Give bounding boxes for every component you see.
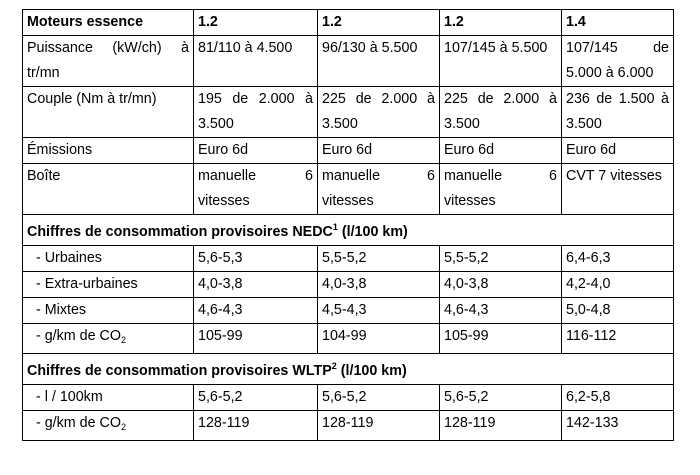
wltp-title-text: Chiffres de consommation provisoires WLTP	[27, 363, 332, 379]
table-cell: 105-99	[194, 324, 318, 354]
row-label-puissance: Puissance (kW/ch) à tr/mn	[23, 36, 194, 87]
table-cell: 4,0-3,8	[318, 272, 440, 298]
table-cell: 96/130 à 5.500	[318, 36, 440, 87]
header-row	[23, 10, 674, 36]
table-cell: 5,6-5,2	[440, 385, 562, 411]
table-cell: manuelle 6 vitesses	[194, 164, 318, 215]
table-row	[23, 411, 674, 441]
table-cell: Euro 6d	[562, 138, 674, 164]
table-cell: 4,6-4,3	[194, 298, 318, 324]
table-row	[23, 87, 674, 138]
row-label-l100: - l / 100km	[23, 385, 194, 411]
table-cell: 5,0-4,8	[562, 298, 674, 324]
co2-label-text: - g/km de CO	[36, 415, 122, 431]
table-cell: 128-119	[318, 411, 440, 441]
table-cell: 225 de 2.000 à 3.500	[318, 87, 440, 138]
table-cell: 105-99	[440, 324, 562, 354]
table-cell: 225 de 2.000 à 3.500	[440, 87, 562, 138]
table-cell: 5,6-5,2	[194, 385, 318, 411]
row-label-mixtes: - Mixtes	[23, 298, 194, 324]
nedc-unit: (l/100 km)	[337, 224, 408, 240]
engine-4-header: 1.4	[562, 10, 674, 36]
table-cell: 81/110 à 4.500	[194, 36, 318, 87]
table-cell: Euro 6d	[440, 138, 562, 164]
row-label-emissions: Émissions	[23, 138, 194, 164]
table-row	[23, 246, 674, 272]
table-cell: 142-133	[562, 411, 674, 441]
table-cell: 6,2-5,8	[562, 385, 674, 411]
wltp-section-title	[23, 354, 674, 385]
table-row	[23, 272, 674, 298]
wltp-section-header	[23, 354, 674, 385]
row-label-co2-wltp	[23, 411, 194, 441]
co2-subscript: 2	[121, 422, 127, 432]
nedc-footnote-mark: 1	[332, 222, 338, 232]
table-cell: manuelle 6 vitesses	[440, 164, 562, 215]
wltp-unit: (l/100 km)	[336, 363, 407, 379]
table-cell: Euro 6d	[318, 138, 440, 164]
table-cell: 5,5-5,2	[318, 246, 440, 272]
table-cell: 5,6-5,3	[194, 246, 318, 272]
table-cell: 4,0-3,8	[440, 272, 562, 298]
nedc-section-header	[23, 215, 674, 246]
table-cell: 104-99	[318, 324, 440, 354]
table-cell: 195 de 2.000 à 3.500	[194, 87, 318, 138]
row-label-couple: Couple (Nm à tr/mn)	[23, 87, 194, 138]
row-label-extra-urbaines: - Extra-urbaines	[23, 272, 194, 298]
table-cell: 4,5-4,3	[318, 298, 440, 324]
table-cell: 116-112	[562, 324, 674, 354]
table-cell: 4,0-3,8	[194, 272, 318, 298]
table-row	[23, 36, 674, 87]
table-cell: 236 de 1.500 à 3.500	[562, 87, 674, 138]
engine-3-header: 1.2	[440, 10, 562, 36]
header-title: Moteurs essence	[23, 10, 194, 36]
engine-spec-table	[22, 9, 674, 441]
table-row	[23, 164, 674, 215]
table-cell: 107/145 de 5.000 à 6.000	[562, 36, 674, 87]
table-cell: 128-119	[440, 411, 562, 441]
table-cell: manuelle 6 vitesses	[318, 164, 440, 215]
nedc-section-title	[23, 215, 674, 246]
table-cell: 107/145 à 5.500	[440, 36, 562, 87]
table-cell: 4,2-4,0	[562, 272, 674, 298]
table-cell: 5,5-5,2	[440, 246, 562, 272]
engine-2-header: 1.2	[318, 10, 440, 36]
table-cell: 128-119	[194, 411, 318, 441]
wltp-footnote-mark: 2	[331, 361, 337, 371]
nedc-title-text: Chiffres de consommation provisoires NEDC	[27, 224, 333, 240]
table-cell: 4,6-4,3	[440, 298, 562, 324]
row-label-boite: Boîte	[23, 164, 194, 215]
table-row	[23, 385, 674, 411]
table-cell: Euro 6d	[194, 138, 318, 164]
table-cell: 5,6-5,2	[318, 385, 440, 411]
co2-label-text: - g/km de CO	[36, 328, 122, 344]
table-cell: 6,4-6,3	[562, 246, 674, 272]
table-row	[23, 138, 674, 164]
engine-1-header: 1.2	[194, 10, 318, 36]
co2-subscript: 2	[121, 335, 127, 345]
table-row	[23, 324, 674, 354]
row-label-co2-nedc	[23, 324, 194, 354]
row-label-urbaines: - Urbaines	[23, 246, 194, 272]
table-cell: CVT 7 vitesses	[562, 164, 674, 215]
table-row	[23, 298, 674, 324]
